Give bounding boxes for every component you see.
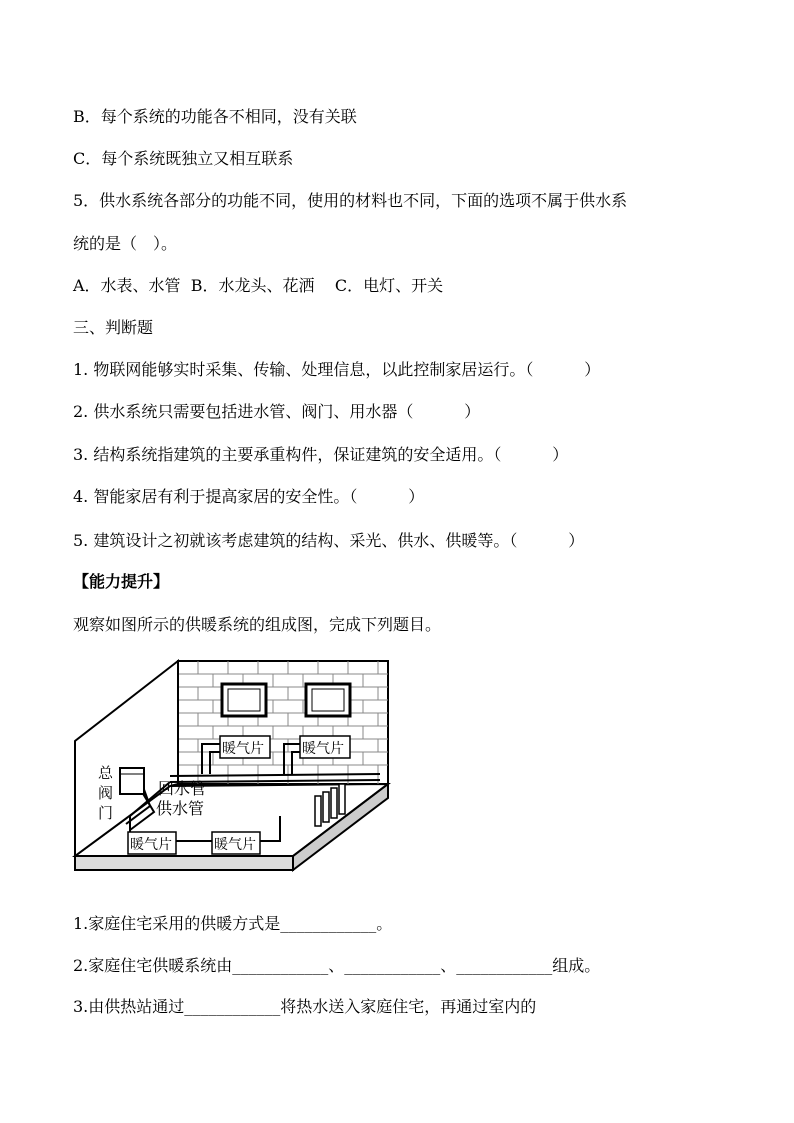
main-valve-char-1: 总 [98,764,114,782]
heating-system-diagram [70,656,400,892]
judgement-2: 2. 供水系统只需要包括进水管、阀门、用水器（ ） [73,402,481,421]
option-b: B．每个系统的功能各不相同，没有关联 [73,107,357,126]
option-c: C．每个系统既独立又相互联系 [73,149,294,168]
section-judgement-title: 三、判断题 [73,318,154,337]
judgement-5: 5. 建筑设计之初就该考虑建筑的结构、采光、供水、供暖等。（ ） [73,531,585,550]
radiator-label-1: 暖气片 [222,741,264,757]
question-5: 5．供水系统各部分的功能不同，使用的材料也不同，下面的选项不属于供水系 [73,191,628,210]
return-pipe-label: 回水管 [158,779,207,798]
judgement-3: 3. 结构系统指建筑的主要承重构件，保证建筑的安全适用。（ ） [73,445,569,464]
judgement-4: 4. 智能家居有利于提高家居的安全性。（ ） [73,487,425,506]
main-valve-char-2: 阀 [98,784,114,802]
question-5-options: A．水表、水管 B．水龙头、花洒 C．电灯、开关 [73,276,444,295]
supply-pipe-label: 供水管 [156,799,205,818]
fill-question-1: 1.家庭住宅采用的供暖方式是____________。 [73,914,393,933]
ability-heading: 【能力提升】 [73,572,170,591]
radiator-label-2: 暖气片 [302,741,344,757]
observe-instruction: 观察如图所示的供暖系统的组成图，完成下列题目。 [73,615,442,634]
radiator-label-4: 暖气片 [214,837,256,853]
fill-question-3: 3.由供热站通过____________将热水送入家庭住宅，再通过室内的 [73,997,537,1016]
judgement-1: 1. 物联网能够实时采集、传输、处理信息，以此控制家居运行。（ ） [73,360,601,379]
question-5-cont: 统的是（ ）。 [73,234,178,253]
main-valve-char-3: 门 [98,804,114,822]
fill-question-2: 2.家庭住宅供暖系统由____________、____________、____________组成。 [73,956,601,975]
radiator-label-3: 暖气片 [130,837,172,853]
